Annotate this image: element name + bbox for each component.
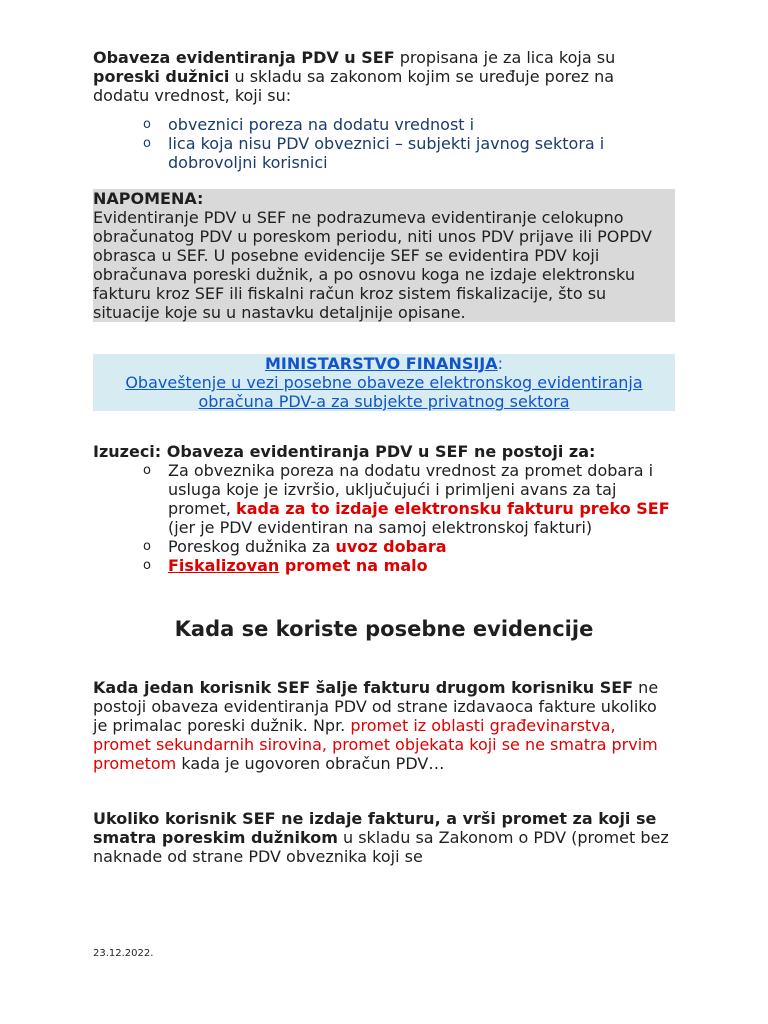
list-item: [93, 134, 675, 172]
exception-1-highlight: kada za to izdaje elektronsku fakturu preko SEF: [236, 499, 670, 518]
intro-paragraph: [93, 48, 675, 105]
intro-list: [93, 115, 675, 172]
ministry-box: [93, 354, 675, 411]
intro-text: propisana je za lica koja su: [394, 48, 616, 67]
intro-bold-tax-debtors: poreski dužnici: [93, 67, 230, 86]
exception-3-underlined: Fiskalizovan: [168, 556, 280, 575]
exception-2-text: Poreskog dužnika za: [168, 537, 336, 556]
bullet-icon: o: [143, 539, 151, 554]
paragraph-1: [93, 678, 675, 773]
bullet-icon: o: [143, 136, 151, 151]
exceptions-list: [93, 461, 675, 575]
exception-3-highlight: promet na malo: [279, 556, 428, 575]
paragraph-1-text-end: kada je ugovoren obračun PDV…: [176, 754, 445, 773]
paragraph-1-highlight: promet iz oblasti građevinarstva, promet sekundarnih sirovina, promet objekata koji se ne smatra prvim prometom: [93, 716, 658, 773]
note-text: Evidentiranje PDV u SEF ne podrazumeva evidentiranje celokupno obračunatog PDV u poreskom periodu, niti unos PDV prijave ili POPDV obrasca u SEF. U posebne evidencije SEF se evidentira PDV koji obračunava poreski dužnik, a po osnovu koga ne izdaje elektronsku fakturu kroz SEF ili fiskalni račun kroz sistem fiskalizacije, što su situacije koje su u nastavku detaljnije opisane.: [93, 208, 652, 322]
paragraph-2-bold: Ukoliko korisnik SEF ne izdaje fakturu, a vrši promet za koji se smatra poreskim dužnikom: [93, 809, 657, 847]
list-item: [93, 537, 675, 556]
bullet-icon: o: [143, 463, 151, 478]
ministry-notice-link[interactable]: Obaveštenje u vezi posebne obaveze elektronskog evidentiranja obračuna PDV-a za subjekte privatnog sektora: [125, 373, 643, 411]
intro-text-continued: u skladu sa zakonom kojim se uređuje porez na dodatu vrednost, koji su:: [93, 67, 615, 105]
list-item: [93, 461, 675, 537]
bullet-icon: o: [143, 558, 151, 573]
footer-date: 23.12.2022.: [93, 948, 154, 959]
exception-1-text: Za obveznika poreza na dodatu vrednost za promet dobara i usluga koje je izvršio, uključujući i primljeni avans za taj promet,: [168, 461, 654, 518]
paragraph-2: [93, 809, 675, 866]
intro-bold-obligation: Obaveza evidentiranja PDV u SEF: [93, 48, 395, 67]
bullet-icon: o: [143, 117, 151, 132]
ministry-title-line: [93, 354, 675, 373]
ministry-title-link[interactable]: MINISTARSTVO FINANSIJA: [264, 354, 498, 373]
ministry-colon: :: [497, 354, 504, 373]
list-item: [93, 115, 675, 134]
note-heading: NAPOMENA:: [93, 189, 204, 208]
exception-2-highlight: uvoz dobara: [335, 537, 447, 556]
section-title: Kada se koriste posebne evidencije: [174, 617, 594, 641]
paragraph-1-bold: Kada jedan korisnik SEF šalje fakturu drugom korisniku SEF: [93, 678, 634, 697]
ministry-link-line: [93, 373, 675, 411]
list-item: [93, 556, 675, 575]
list-item-text: obveznici poreza na dodatu vrednost i: [168, 115, 475, 134]
paragraph-1-text: ne postoji obaveza evidentiranja PDV od strane izdavaoca fakture ukoliko je primalac poreski dužnik. Npr.: [93, 678, 659, 735]
exception-1-text-end: (jer je PDV evidentiran na samoj elektronskoj fakturi): [168, 518, 593, 537]
document-page: [93, 48, 675, 866]
list-item-text: lica koja nisu PDV obveznici – subjekti javnog sektora i dobrovoljni korisnici: [168, 134, 605, 172]
exceptions-heading: Izuzeci: Obaveza evidentiranja PDV u SEF ne postoji za:: [93, 442, 596, 461]
note-box: [93, 189, 675, 322]
paragraph-2-text: u skladu sa Zakonom o PDV (promet bez naknade od strane PDV obveznika koji se: [93, 828, 669, 866]
